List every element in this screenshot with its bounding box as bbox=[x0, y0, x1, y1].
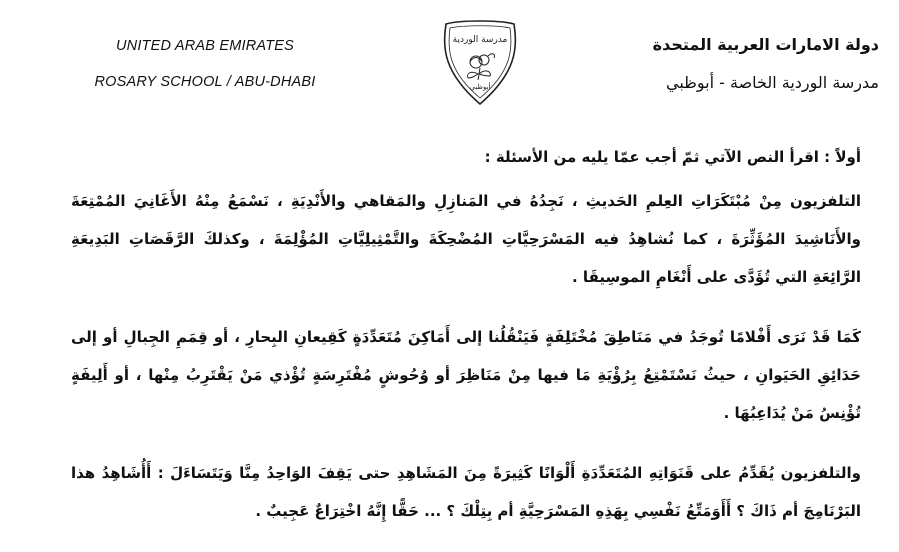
passage-paragraph-2: كَمَا قَدْ نَرَى أَفْلامًا تُوجَدُ في مَنَاطِقَ مُخْتَلِفَةٍ فَيَنْقُلُنا إلى أَمَاكِنَ مُتَعَدِّدَةٍ كَقِيعانِ البِحارِ ، أو قِمَمِ الجِبالِ أو إلى حَدَائِقِ الحَيَوانِ ، حيثُ نَسْتَمْتِعُ بِرُؤْيَةِ مَا فيها مِنْ مَنَاظِرَ أو وُحُوشٍ مُفْتَرِسَةٍ تُؤْذي مَنْ يَقْتَرِبُ مِنْها ، أو أَلِيفَةٍ تُؤْنِسُ مَنْ يُدَاعِبُهَا . bbox=[71, 328, 861, 422]
country-name-english: UNITED ARAB EMIRATES bbox=[115, 38, 295, 54]
reading-passage bbox=[71, 146, 861, 552]
school-crest bbox=[440, 18, 520, 108]
school-name-arabic: مدرسة الوردية الخاصة - أبوظبي bbox=[665, 73, 879, 92]
english-letterhead bbox=[60, 36, 350, 92]
passage-paragraph-3: والتلفزيون يُقَدِّمُ على قَنَوَاتِهِ المُتَعَدِّدَةِ أَلْوَانًا كَثِيرَةً مِنَ المَشَاهِدِ حتى يَقِفَ الوَاحِدُ مِنَّا وَيَتَسَاءَلَ : أَأُشَاهِدُ هذا البَرْنَامِجَ أم ذَاكَ ؟ أَأَوَمَتِّعُ نَفْسِي بِهَذِهِ المَسْرَحِيَّةِ أم بِتِلْكَ ؟ ... حَقًّا إِنَّهُ اخْتِرَاعٌ عَجِيبٌ . bbox=[71, 464, 861, 520]
crest-bottom-text: أبوظبي bbox=[469, 83, 491, 91]
passage-paragraph-1: التلفزيون مِنْ مُبْتَكَرَاتِ العِلمِ الحَديثِ ، نَجِدُهُ في المَنازِلِ والمَقاهي والأَنْدِيَةِ ، نَسْمَعُ مِنْهُ الأَغَانِيَ المُمْتِعَةَ والأَنَاشِيدَ المُؤَثِّرَةَ ، كما نُشاهِدُ فيه المَسْرَحِيَّاتِ المُضْحِكَةَ والتَّمْثِيلِيَّاتِ المُؤْلِمَةَ ، وكذلكَ الرَّقَصَاتِ البَدِيعَةِ الرَّائِعَةِ التي تُؤَدَّى على أَنْغَامِ الموسِيقَا . bbox=[71, 192, 861, 286]
country-name-arabic: دولة الامارات العربية المتحدة bbox=[652, 35, 879, 54]
instruction-heading: أولاً : اقرأ النص الآتي ثمّ أجب عمّا يليه من الأسئلة : bbox=[484, 148, 861, 166]
crest-top-text: مدرسة الوردية bbox=[452, 35, 508, 45]
school-name-english: ROSARY SCHOOL / ABU-DHABI bbox=[94, 74, 316, 90]
school-crest-icon bbox=[440, 18, 520, 108]
arabic-letterhead bbox=[579, 34, 879, 94]
